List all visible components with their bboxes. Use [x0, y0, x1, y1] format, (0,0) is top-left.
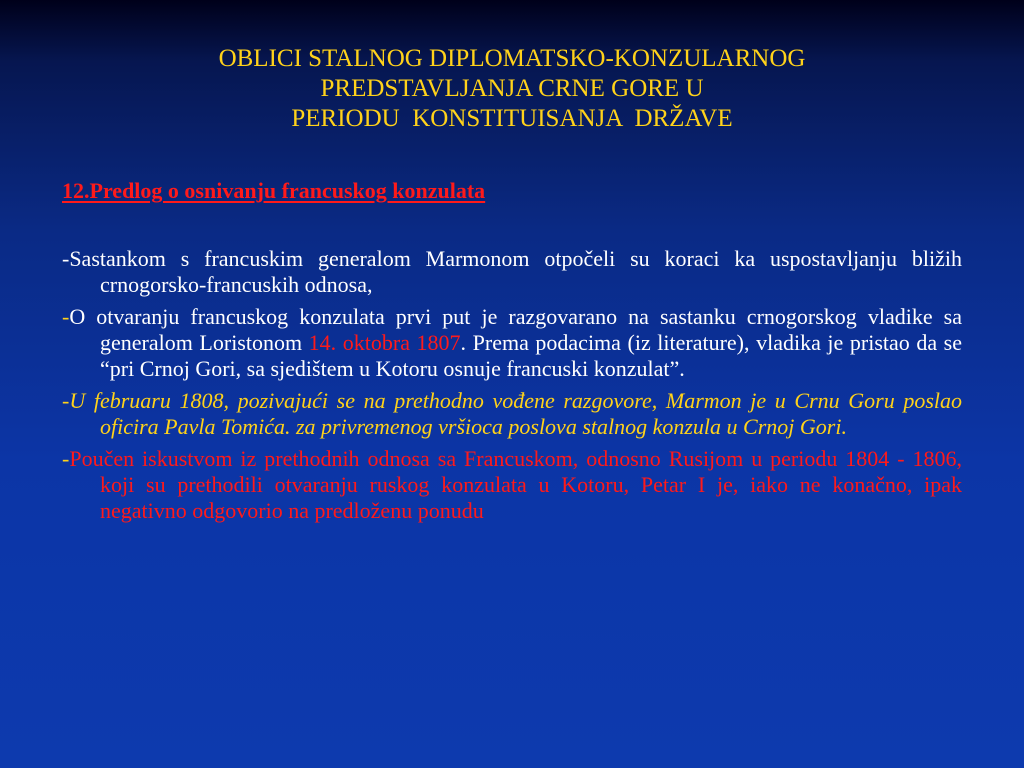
paragraph-4-text: Poučen iskustvom iz prethodnih odnosa sa Francuskom, odnosno Rusijom u periodu 1804 - 1806, koji su prethodili otvaranju ruskog konzulata u Kotoru, Petar I je, iako ne konačno, ipak negativno odgovorio na predloženu ponudu: [69, 446, 962, 523]
paragraph-2-dash: -: [62, 304, 70, 329]
paragraph-3: -U februaru 1808, pozivajući se na prethodno vođene razgovore, Marmon je u Crnu Goru poslao oficira Pavla Tomića. za privremenog vršioca poslova stalnog konzula u Crnoj Gori.: [62, 388, 962, 439]
title-line-1: OBLICI STALNOG DIPLOMATSKO-KONZULARNOG: [218, 45, 806, 72]
paragraph-4-dash: -: [62, 446, 70, 471]
paragraph-4: [62, 446, 962, 524]
paragraph-2-text-a: O otvaranju francuskog konzulata prvi put je razgovarano na sastanku crnogorskog vladike sa generalom Loristonom: [69, 304, 962, 355]
paragraph-1: -Sastankom s francuskim generalom Marmonom otpočeli su koraci ka uspostavljanju bližih crnogorsko-francuskih odnosa,: [62, 246, 962, 297]
slide-title: [60, 44, 964, 134]
paragraph-2-text-b: . Prema podacima (iz literature), vladika je pristao da se “pri Crnoj Gori, sa sjedištem u Kotoru osnuje francuski konzulat”.: [100, 330, 963, 381]
title-line-3: PERIODU KONSTITUISANJA DRŽAVE: [291, 105, 733, 132]
paragraph-2-date: 14. oktobra 1807: [308, 330, 461, 355]
title-line-2: PREDSTAVLJANJA CRNE GORE U: [320, 75, 704, 102]
section-heading: 12.Predlog o osnivanju francuskog konzulata: [62, 178, 486, 203]
slide-body: [62, 246, 962, 530]
paragraph-2: [62, 304, 962, 382]
